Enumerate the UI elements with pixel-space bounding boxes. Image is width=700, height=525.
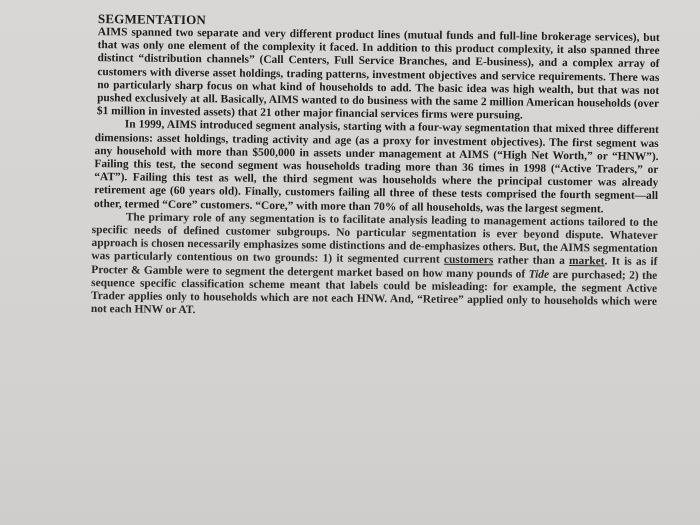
paragraph-3-text-a: The primary role of any segmentation is to facilitate analysis leading to management actions tailored to the specific needs of defined customer subgroups. No particular segmentation is ever beyond dispute. Whatever approach is chosen necessarily emphasizes some distinctions and de-emphasizes others. But, the AIMS segmentation was particularly contentious on two grounds: 1) it segmented current xyxy=(91,211,658,267)
paragraph-1: AIMS spanned two separate and very different product lines (mutual funds and full-line brokerage services), but that was only one element of the complexity it faced. In addition to this product complexity, it also spanned three distinct “distribution channels” (Call Centers, Full Service Branches, and E-business), and a complex array of customers with diverse asset holdings, trading patterns, investment objectives and service requirements. There was no particularly sharp focus on what kind of households to add. The basic idea was high wealth, but that was not pushed exclusively at all. Basically, AIMS wanted to do business with the same 2 million American households (over $1 million in invested assets) that 21 other major financial services firms were pursuing. xyxy=(96,26,660,122)
paragraph-3-text-c: . It is as if Procter & Gamble were to segment the detergent market based on how many pounds of xyxy=(91,255,658,281)
tide-italic: Tide xyxy=(528,268,550,281)
paragraph-3 xyxy=(85,211,658,323)
market-link[interactable]: market xyxy=(569,255,605,268)
section-heading: SEGMENTATION xyxy=(97,11,207,28)
paragraph-2: In 1999, AIMS introduced segment analysis, starting with a four-way segmentation that mixed three different dimensions: asset holdings, trading activity and age (as a proxy for investment objectives). The first segment was any household with more than $500,000 in assets under management at AIMS (“High Net Worth,” or “HNW”). Failing this test, the second segment was households trading more than 36 times in 1998 (“Active Traders,” or “AT”). Failing this test as well, the third segment was households where the principal customer was already retirement age (60 years old). Finally, customers failing all three of these tests comprised the fourth segment—all other, termed “Core” customers. “Core,” with more than 70% of all households, was the largest segment. xyxy=(93,118,659,216)
customers-link[interactable]: customers xyxy=(443,254,494,267)
paragraph-3-text-b: rather than a xyxy=(493,254,570,268)
paragraph-3-text-d: are purchased; 2) the sequence specific classification scheme meant that labels could be misleading: for example, the segment Active Trader applies only to households which are not each HNW. And, “Retiree” applied only to households which were not each HNW or AT. xyxy=(90,268,658,317)
document-page xyxy=(85,12,660,322)
